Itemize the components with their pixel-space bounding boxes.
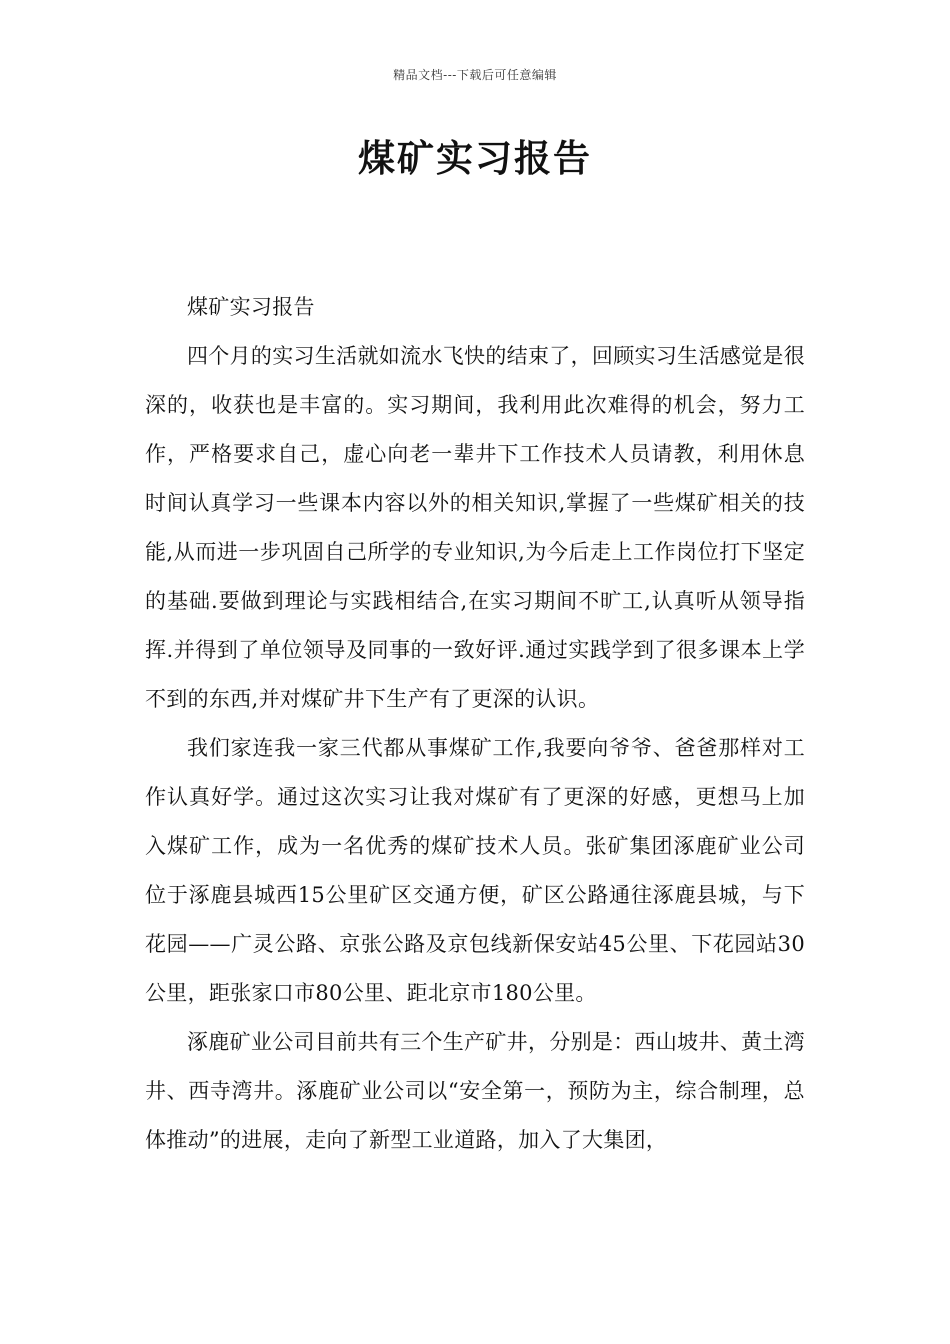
paragraph-subtitle: 煤矿实习报告 — [187, 295, 315, 319]
paragraph-2: 我们家连我一家三代都从事煤矿工作,我要向爷爷、爸爸那样对工作认真好学。通过这次实习让我对煤矿有了更深的好感，更想马上加入煤矿工作，成为一名优秀的煤矿技术人员。张矿集团涿鹿矿业公司位于涿鹿县城西15公里矿区交通方便，矿区公路通往涿鹿县城，与下花园——广灵公路、京张公路及京包线新保安站45公里、下花园站30公里，距张家口市80公里、距北京市180公里。 — [145, 736, 805, 1005]
paragraph-3: 涿鹿矿业公司目前共有三个生产矿井，分别是：西山坡井、黄土湾井、西寺湾井。涿鹿矿业公司以“安全第一，预防为主，综合制理，总体推动”的进展，走向了新型工业道路，加入了大集团， — [145, 1030, 805, 1152]
document-title: 煤矿实习报告 — [358, 137, 592, 180]
document-body — [145, 283, 805, 1165]
paragraph-1: 四个月的实习生活就如流水飞快的结束了，回顾实习生活感觉是很深的，收获也是丰富的。实习期间，我利用此次难得的机会，努力工作，严格要求自己，虚心向老一辈井下工作技术人员请教，利用休息时间认真学习一些课本内容以外的相关知识,掌握了一些煤矿相关的技能,从而进一步巩固自己所学的专业知识,为今后走上工作岗位打下坚定的基础.要做到理论与实践相结合,在实习期间不旷工,认真听从领导指挥.并得到了单位领导及同事的一致好评.通过实践学到了很多课本上学不到的东西,并对煤矿井下生产有了更深的认识。 — [145, 344, 805, 711]
header-note: 精品文档---下载后可任意编辑 — [393, 68, 557, 82]
